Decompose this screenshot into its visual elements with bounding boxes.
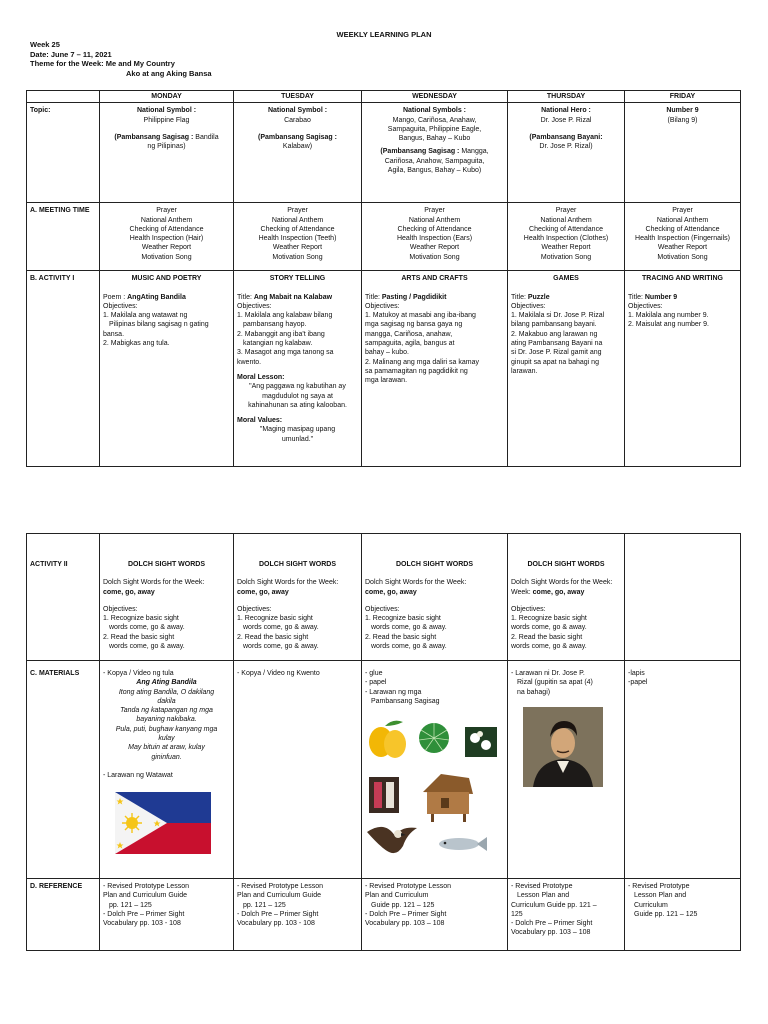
topic-text: (Pambansang Sagisag :: [258, 133, 337, 141]
topic-text: Kalabaw): [282, 143, 313, 151]
meeting-monday: Prayer National Anthem Checking of Attendance Health Inspection (Hair) Weather Report Motivation Song: [100, 203, 234, 271]
materials-friday: -lapis -papel: [625, 661, 741, 879]
corner-cell: [27, 91, 100, 103]
materials-monday: - Kopya / Video ng tula Ang Ating Bandila Itong ating Bandila, O dakilang dakila Tanda ng katapangan ng mga bayaning nakibaka. Pula, puti, bughaw kanyang mga kulay May bituin at araw, kulay gininfuan. - Larawan ng Watawat: [100, 661, 234, 879]
activity1-tuesday: STORY TELLING Title: Ang Mabait na Kalabaw Objectives: 1. Makilala ang kalabaw bilang pambansang hayop. 2. Mabanggit ang iba't ibang katangian ng kalabaw. 3. Masagot ang mga tanong sa kwento. Moral Lesson: "Ang paggawa ng kabutihan ay magdudulot ng saya at kahinahunan sa ating kalooban. Moral Values: "Maging masipag upang umunlad.": [234, 271, 362, 467]
activity2-wednesday: DOLCH SIGHT WORDS Dolch Sight Words for the Week: come, go, away Objectives: 1. Recognize basic sight words come, go & away. 2. Read the basic sight words come, go & away.: [362, 534, 508, 661]
topic-text: (Pambansang Bayani:: [529, 133, 603, 141]
document-title: WEEKLY LEARNING PLAN: [336, 30, 432, 39]
topic-text: Carabao: [284, 116, 311, 124]
topic-text: Cariñosa, Anahow, Sampaguita,: [384, 157, 485, 165]
day-header-row: [27, 91, 741, 103]
carinosa-dancers-image: [369, 777, 399, 813]
topic-text: Dr. Jose P. Rizal: [540, 116, 592, 124]
topic-text: National Symbol :: [267, 107, 328, 115]
reference-wednesday: - Revised Prototype Lesson Plan and Curriculum Guide pp. 121 – 125 - Dolch Pre – Primer Sight Vocabulary pp. 103 – 108: [362, 879, 508, 951]
topic-text: National Symbols :: [402, 107, 466, 115]
bahay-kubo-image: [423, 774, 473, 822]
day-tuesday: TUESDAY: [234, 91, 362, 103]
mango-image: [369, 721, 406, 758]
activity1-row: [27, 271, 741, 467]
topic-wednesday: [362, 103, 508, 203]
plan-header: [30, 40, 212, 78]
reference-thursday: - Revised Prototype Lesson Plan and Curriculum Guide pp. 121 – 125 - Dolch Pre – Primer Sight Vocabulary pp. 103 – 108: [508, 879, 625, 951]
weekly-plan-table-2: [26, 533, 741, 951]
topic-text: Mango, Cariñosa, Anahaw,: [392, 116, 477, 124]
activity2-friday: [625, 534, 741, 661]
meeting-row: [27, 203, 741, 271]
materials-label: C. MATERIALS: [27, 661, 100, 879]
topic-friday: [625, 103, 741, 203]
topic-label: Topic:: [27, 103, 100, 203]
bangus-fish-image: [439, 837, 487, 851]
materials-wednesday: - glue - papel - Larawan ng mga Pambansang Sagisag: [362, 661, 508, 879]
date-line: Date: June 7 – 11, 2021: [30, 49, 112, 59]
philippine-flag-image: [115, 792, 211, 854]
theme-line-2: Ako at ang Aking Bansa: [126, 68, 212, 78]
reference-monday: - Revised Prototype Lesson Plan and Curriculum Guide pp. 121 – 125 - Dolch Pre – Primer Sight Vocabulary pp. 103 - 108: [100, 879, 234, 951]
sampaguita-image: [465, 727, 497, 757]
topic-tuesday: [234, 103, 362, 203]
activity1-thursday: GAMES Title: Puzzle Objectives: 1. Makilala si Dr. Jose P. Rizal bilang pambansang bayani. 2. Makabuo ang larawan ng ating Pambansang Bayani na si Dr. Jose P. Rizal gamit ang ginupit sa apat na bahagi ng larawan.: [508, 271, 625, 467]
activity1-label: B. ACTIVITY I: [27, 271, 100, 467]
topic-text: (Bilang 9): [667, 116, 698, 124]
week-line: Week 25: [30, 40, 60, 49]
day-thursday: THURSDAY: [508, 91, 625, 103]
anahaw-leaf-image: [419, 723, 449, 753]
activity2-label: ACTIVITY II: [27, 534, 100, 661]
activity2-tuesday: DOLCH SIGHT WORDS Dolch Sight Words for the Week: come, go, away Objectives: 1. Recognize basic sight words come, go & away. 2. Read the basic sight words come, go & away.: [234, 534, 362, 661]
topic-monday: [100, 103, 234, 203]
topic-text: Agila, Bangus, Bahay – Kubo): [387, 167, 482, 175]
activity1-friday: TRACING AND WRITING Title: Number 9 Objectives: 1. Makilala ang number 9. 2. Maisulat ang number 9.: [625, 271, 741, 467]
philippine-eagle-image: [367, 827, 417, 853]
topic-text: Dr. Jose P. Rizal): [539, 143, 593, 151]
topic-row: [27, 103, 741, 203]
topic-text: Sampaguita, Philippine Eagle,: [387, 125, 482, 133]
reference-friday: - Revised Prototype Lesson Plan and Curriculum Guide pp. 121 – 125: [625, 879, 741, 951]
reference-tuesday: - Revised Prototype Lesson Plan and Curriculum Guide pp. 121 – 125 - Dolch Pre – Primer Sight Vocabulary pp. 103 - 108: [234, 879, 362, 951]
topic-text: (Pambansang Sagisag : Bandila: [114, 133, 219, 141]
materials-tuesday: - Kopya / Video ng Kwento: [234, 661, 362, 879]
topic-text: ng Pilipinas): [147, 143, 186, 151]
meeting-friday: Prayer National Anthem Checking of Attendance Health Inspection (Fingernails) Weather Report Motivation Song: [625, 203, 741, 271]
activity1-wednesday: ARTS AND CRAFTS Title: Pasting / Pagdidikit Objectives: 1. Matukoy at masabi ang iba-ibang mga sagisag ng bansa gaya ng mangga, Cariñosa, anahaw, sampaguita, agila, bangus at bahay – kubo. 2. Malinang ang mga daliri sa kamay sa pamamagitan ng pagdidikit ng mga larawan.: [362, 271, 508, 467]
topic-thursday: [508, 103, 625, 203]
jose-rizal-portrait-image: [523, 707, 603, 787]
reference-row: [27, 879, 741, 951]
topic-text: Bangus, Bahay – Kubo: [398, 135, 471, 143]
meeting-thursday: Prayer National Anthem Checking of Attendance Health Inspection (Clothes) Weather Report Motivation Song: [508, 203, 625, 271]
theme-line: Theme for the Week: Me and My Country: [30, 59, 175, 69]
materials-row: [27, 661, 741, 879]
meeting-label: A. MEETING TIME: [27, 203, 100, 271]
topic-text: Number 9: [666, 107, 699, 115]
day-wednesday: WEDNESDAY: [362, 91, 508, 103]
activity2-row: [27, 534, 741, 661]
weekly-plan-table-1: [26, 90, 741, 467]
topic-text: Philippine Flag: [143, 116, 190, 124]
meeting-tuesday: Prayer National Anthem Checking of Attendance Health Inspection (Teeth) Weather Report Motivation Song: [234, 203, 362, 271]
topic-text: (Pambansang Sagisag : Mangga,: [380, 148, 489, 156]
day-monday: MONDAY: [100, 91, 234, 103]
national-symbols-images: [365, 712, 505, 862]
topic-text: National Hero :: [541, 107, 591, 115]
reference-label: D. REFERENCE: [27, 879, 100, 951]
materials-thursday: - Larawan ni Dr. Jose P. Rizal (gupitin sa apat (4) na bahagi): [508, 661, 625, 879]
activity2-monday: DOLCH SIGHT WORDS Dolch Sight Words for the Week: come, go, away Objectives: 1. Recognize basic sight words come, go & away. 2. Read the basic sight words come, go & away.: [100, 534, 234, 661]
meeting-wednesday: Prayer National Anthem Checking of Attendance Health Inspection (Ears) Weather Report Motivation Song: [362, 203, 508, 271]
activity1-monday: MUSIC AND POETRY Poem : AngAting Bandila Objectives: 1. Makilala ang watawat ng Pilipinas bilang sagisag n gating bansa. 2. Mabigkas ang tula.: [100, 271, 234, 467]
day-friday: FRIDAY: [625, 91, 741, 103]
activity2-thursday: DOLCH SIGHT WORDS Dolch Sight Words for the Week: Week: come, go, away Objectives: 1. Recognize basic sight words come, go & away. 2. Read the basic sight words come, go & away.: [508, 534, 625, 661]
topic-text: National Symbol :: [136, 107, 197, 115]
